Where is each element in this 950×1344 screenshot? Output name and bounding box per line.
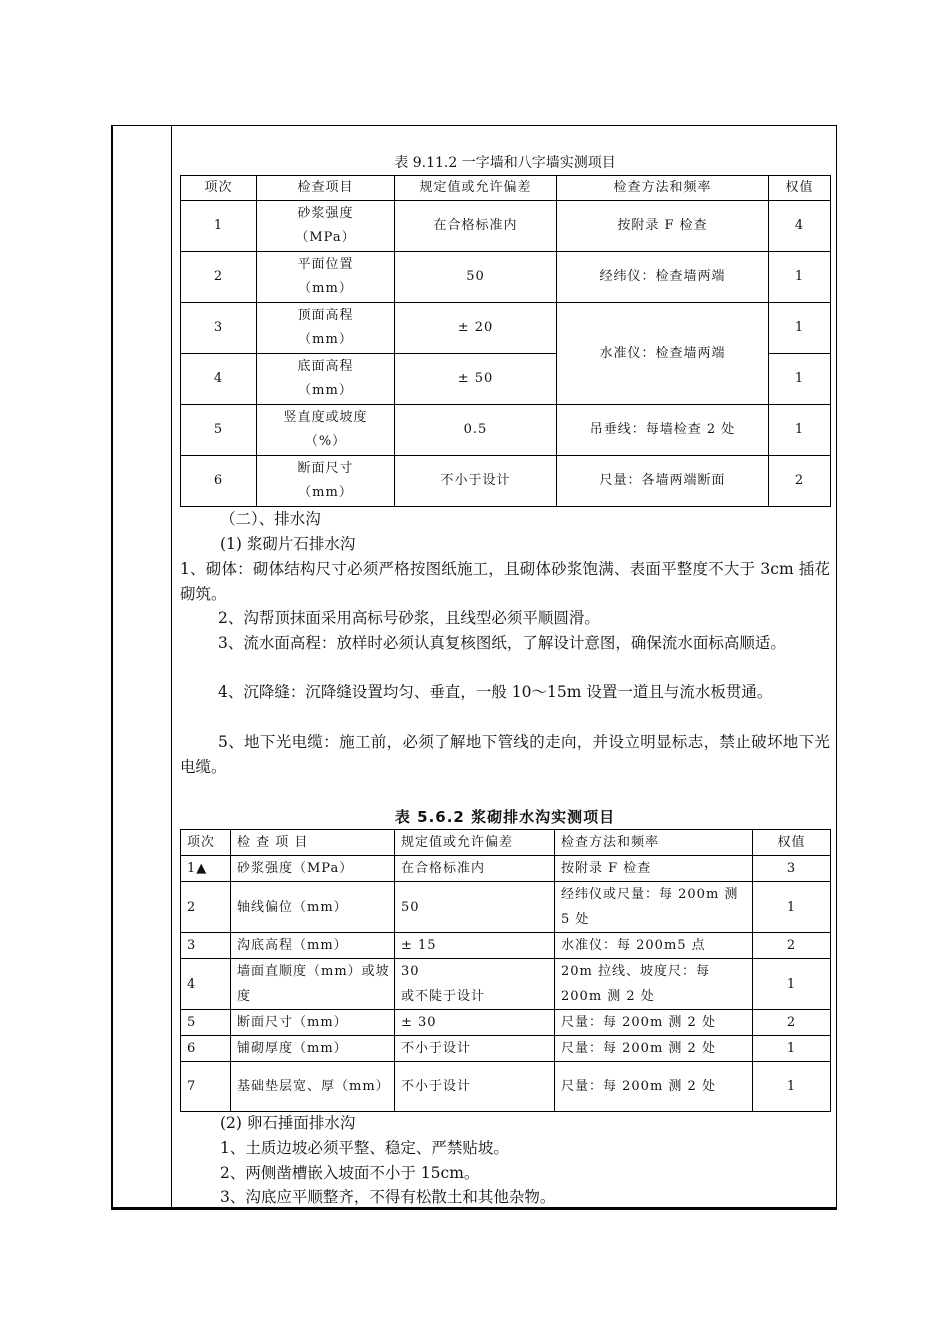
- row-no: 7: [181, 1062, 231, 1112]
- item-unit: （mm）: [298, 332, 353, 347]
- table2-caption: 表 5.6.2 浆砌排水沟实测项目: [394, 808, 616, 826]
- table-row: [181, 456, 831, 507]
- row-weight: 2: [753, 1010, 831, 1036]
- row-weight: 1: [769, 354, 831, 405]
- row-value: 在合格标准内: [395, 856, 555, 882]
- row-item: [257, 456, 395, 507]
- table2-header-cell: 权值: [753, 830, 831, 856]
- item-name: 砂浆强度: [297, 206, 354, 221]
- row-method: 尺量：每 200m 测 2 处: [555, 1010, 753, 1036]
- row-value: 不小于设计: [395, 456, 557, 507]
- row-weight: 2: [769, 456, 831, 507]
- table1-header-cell: 项次: [181, 176, 257, 201]
- row-method: 水准仪：每 200m5 点: [555, 933, 753, 959]
- item-name: 平面位置: [297, 257, 354, 272]
- row-item: 基础垫层宽、厚（mm）: [231, 1062, 395, 1112]
- row-method: 20m 拉线、坡度尺：每 200m 测 2 处: [555, 959, 753, 1010]
- row-value: 在合格标准内: [395, 201, 557, 252]
- row-item: [257, 303, 395, 354]
- row-value: ± 50: [395, 354, 557, 405]
- table2-header-cell: 检 查 项 目: [231, 830, 395, 856]
- table-row: [181, 959, 831, 1010]
- row-no: 2: [181, 252, 257, 303]
- paragraph: 4、沉降缝：沉降缝设置均匀、垂直，一般 10～15m 设置一道且与流水板贯通。: [218, 683, 773, 701]
- row-no: 1▲: [181, 856, 231, 882]
- row-no: 3: [181, 303, 257, 354]
- row-value: ± 15: [395, 933, 555, 959]
- row-method: 经纬仪或尺量：每 200m 测 5 处: [555, 882, 753, 933]
- table-row: [181, 1062, 831, 1112]
- row-item: [257, 354, 395, 405]
- table-row: [181, 252, 831, 303]
- paragraph: 1、土质边坡必须平整、稳定、严禁贴坡。: [220, 1139, 509, 1157]
- row-no: 1: [181, 201, 257, 252]
- value-line: 30: [401, 964, 420, 979]
- row-method: 尺量：各墙两端断面: [557, 456, 769, 507]
- item-unit: （mm）: [298, 383, 353, 398]
- row-item: 墙面直顺度（mm）或坡度: [231, 959, 395, 1010]
- item-name: 顶面高程: [297, 308, 354, 323]
- row-value: 不小于设计: [395, 1062, 555, 1112]
- frame-divider: [171, 125, 172, 1210]
- table2-header: [181, 830, 831, 856]
- table2: [180, 829, 831, 1112]
- table2-header-cell: 规定值或允许偏差: [395, 830, 555, 856]
- row-weight: 1: [769, 252, 831, 303]
- item-unit: （MPa）: [295, 230, 356, 245]
- row-value: ± 20: [395, 303, 557, 354]
- row-item: 断面尺寸（mm）: [231, 1010, 395, 1036]
- row-method: 按附录 F 检查: [555, 856, 753, 882]
- table1: [180, 175, 831, 507]
- subsection-title: (1) 浆砌片石排水沟: [220, 535, 356, 553]
- row-weight: 1: [753, 1036, 831, 1062]
- row-method: 尺量：每 200m 测 2 处: [555, 1062, 753, 1112]
- item-name: 竖直度或坡度: [283, 410, 368, 425]
- table-row: [181, 882, 831, 933]
- row-weight: 1: [753, 959, 831, 1010]
- row-no: 4: [181, 959, 231, 1010]
- table-row: [181, 856, 831, 882]
- subsection-title: (2) 卵石捶面排水沟: [220, 1114, 356, 1132]
- row-no: 2: [181, 882, 231, 933]
- row-weight: 3: [753, 856, 831, 882]
- paragraph: 3、流水面高程：放样时必须认真复核图纸，了解设计意图，确保流水面标高顺适。: [218, 634, 786, 652]
- table-row: [181, 933, 831, 959]
- row-method: 吊垂线：每墙检查 2 处: [557, 405, 769, 456]
- paragraph: 2、沟帮顶抹面采用高标号砂浆，且线型必须平顺圆滑。: [218, 609, 600, 627]
- row-no: 5: [181, 1010, 231, 1036]
- item-unit: （%）: [304, 434, 347, 449]
- paragraph: 2、两侧凿槽嵌入坡面不小于 15cm。: [220, 1164, 480, 1182]
- table-row: [181, 201, 831, 252]
- row-item: [257, 405, 395, 456]
- row-method: 经纬仪：检查墙两端: [557, 252, 769, 303]
- row-weight: 1: [769, 303, 831, 354]
- row-item: 砂浆强度（MPa）: [231, 856, 395, 882]
- row-item: [257, 252, 395, 303]
- table1-caption: 表 9.11.2 一字墙和八字墙实测项目: [394, 155, 616, 171]
- row-method: 水准仪：检查墙两端: [557, 303, 769, 405]
- row-value: 0.5: [395, 405, 557, 456]
- row-weight: 1: [769, 405, 831, 456]
- row-item: 沟底高程（mm）: [231, 933, 395, 959]
- paragraph: 3、沟底应平顺整齐，不得有松散土和其他杂物。: [220, 1188, 556, 1206]
- row-value: 50: [395, 882, 555, 933]
- item-name: 断面尺寸: [297, 461, 354, 476]
- row-method: 尺量：每 200m 测 2 处: [555, 1036, 753, 1062]
- row-value: ± 30: [395, 1010, 555, 1036]
- table-row: [181, 1036, 831, 1062]
- row-weight: 1: [753, 1062, 831, 1112]
- row-item: 铺砌厚度（mm）: [231, 1036, 395, 1062]
- row-weight: 4: [769, 201, 831, 252]
- table-row: [181, 303, 831, 354]
- table-row: [181, 1010, 831, 1036]
- section-title: （二）、排水沟: [220, 510, 321, 528]
- row-weight: 2: [753, 933, 831, 959]
- row-value: 50: [395, 252, 557, 303]
- table-row: [181, 405, 831, 456]
- paragraph: 1、砌体：砌体结构尺寸必须严格按图纸施工，且砌体砂浆饱满、表面平整度不大于 3cm 插花砌筑。: [180, 560, 830, 603]
- table1-header-cell: 权值: [769, 176, 831, 201]
- row-no: 6: [181, 1036, 231, 1062]
- row-weight: 1: [753, 882, 831, 933]
- table1-header-cell: 规定值或允许偏差: [395, 176, 557, 201]
- row-no: 6: [181, 456, 257, 507]
- row-no: 3: [181, 933, 231, 959]
- table2-header-cell: 检查方法和频率: [555, 830, 753, 856]
- row-item: 轴线偏位（mm）: [231, 882, 395, 933]
- item-unit: （mm）: [298, 485, 353, 500]
- row-no: 5: [181, 405, 257, 456]
- paragraph: 5、地下光电缆：施工前，必须了解地下管线的走向，并设立明显标志，禁止破坏地下光电缆。: [180, 733, 830, 776]
- item-name: 底面高程: [297, 359, 354, 374]
- row-value: [395, 959, 555, 1010]
- item-unit: （mm）: [298, 281, 353, 296]
- table1-header: [181, 176, 831, 201]
- table1-header-cell: 检查方法和频率: [557, 176, 769, 201]
- table2-header-cell: 项次: [181, 830, 231, 856]
- row-value: 不小于设计: [395, 1036, 555, 1062]
- row-method: 按附录 F 检查: [557, 201, 769, 252]
- row-item: [257, 201, 395, 252]
- table1-header-cell: 检查项目: [257, 176, 395, 201]
- value-line: 或不陡于设计: [401, 989, 486, 1004]
- row-no: 4: [181, 354, 257, 405]
